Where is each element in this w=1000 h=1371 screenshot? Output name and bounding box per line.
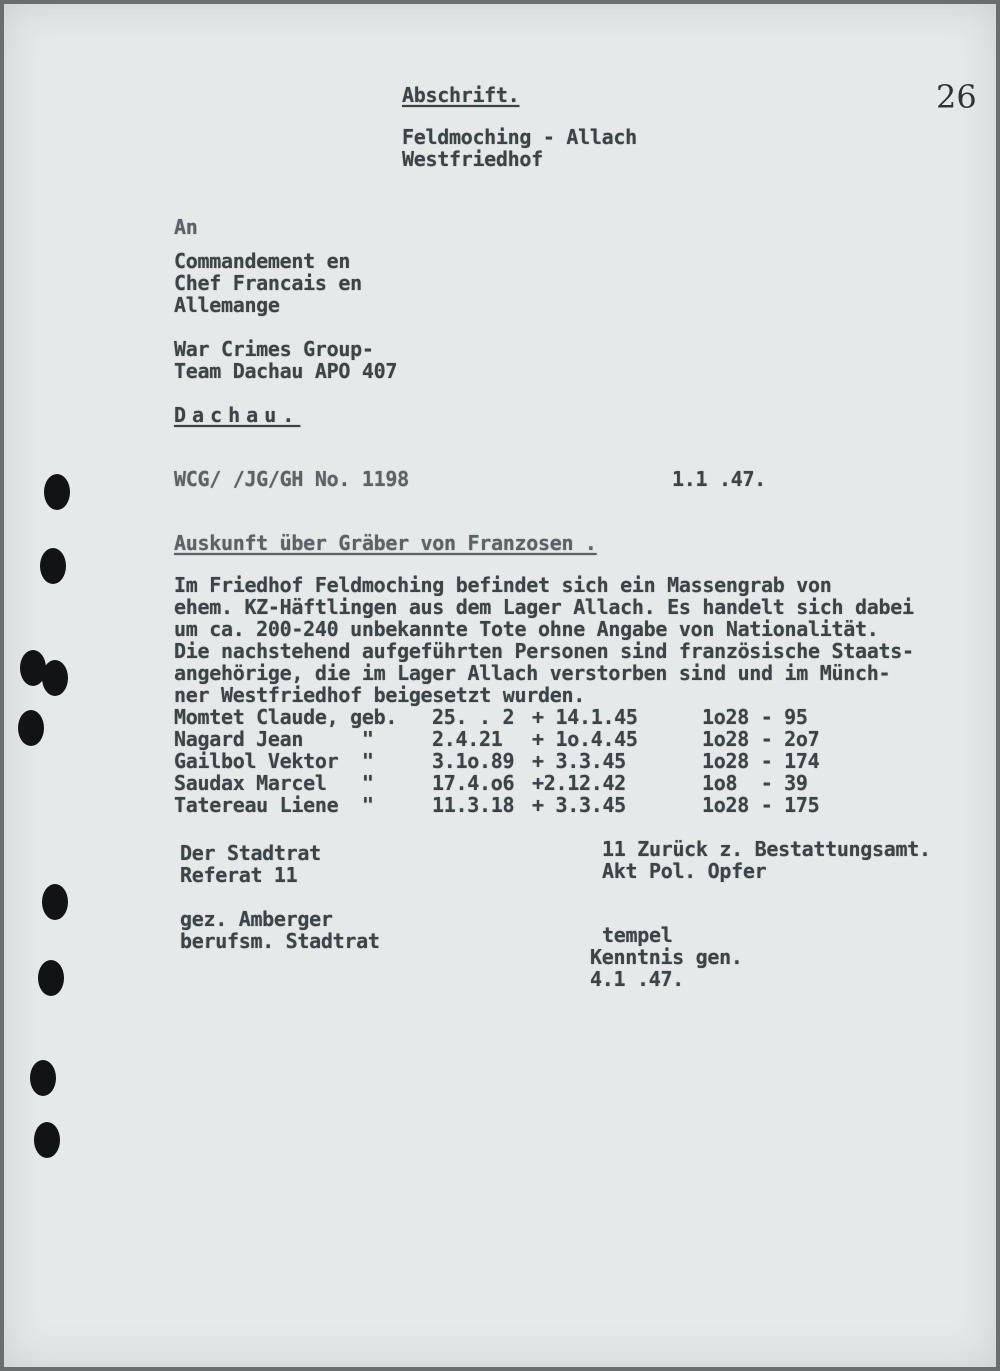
person-born: 11.3.18 (432, 793, 515, 817)
person-name: Momtet Claude, geb. (174, 705, 398, 729)
subject-line: Auskunft über Gräber von Franzosen . (174, 531, 597, 555)
person-born: 25. . 2 (432, 705, 515, 729)
signature-line-2: berufsm. Stadtrat (180, 929, 380, 953)
person-died: + 3.3.45 (532, 749, 626, 773)
body-line: angehörige, die im Lager Allach verstorben sind und im Münch- (174, 661, 891, 685)
recipient-line: Allemange (174, 293, 280, 317)
body-line: um ca. 200-240 unbekannte Tote ohne Angabe von Nationalität. (174, 617, 879, 641)
person-born: 3.1o.89 (432, 749, 515, 773)
person-died: + 14.1.45 (532, 705, 638, 729)
group-line: Team Dachau APO 407 (174, 359, 398, 383)
punch-hole (34, 1122, 60, 1158)
punch-hole (30, 1060, 56, 1096)
punch-hole (18, 710, 44, 746)
person-grave: 1o28 - 175 (702, 793, 820, 817)
location-line-2: Westfriedhof (402, 147, 543, 171)
body-line: Im Friedhof Feldmoching befindet sich ein Massengrab von (174, 573, 832, 597)
body-line: ner Westfriedhof beigesetzt wurden. (174, 683, 585, 707)
recipient-city: Dachau. (174, 403, 301, 427)
person-born: 2.4.21 (432, 727, 503, 751)
recipient-line: Chef Francais en (174, 271, 362, 295)
recipient-line: Commandement en (174, 249, 351, 273)
office-line-2: Referat 11 (180, 863, 298, 887)
page-number: 26 (936, 78, 977, 116)
person-name: Gailbol Vektor " (174, 749, 374, 773)
person-name: Tatereau Liene " (174, 793, 374, 817)
location-line-1: Feldmoching - Allach (402, 125, 637, 149)
reference-date: 1.1 .47. (672, 467, 766, 491)
person-name: Nagard Jean " (174, 727, 374, 751)
group-line: War Crimes Group- (174, 337, 374, 361)
body-line: ehem. KZ-Häftlingen aus dem Lager Allach. Es handelt sich dabei (174, 595, 914, 619)
person-grave: 1o28 - 2o7 (702, 727, 820, 751)
person-grave: 1o28 - 174 (702, 749, 820, 773)
person-grave: 1o28 - 95 (702, 705, 808, 729)
punch-hole (42, 660, 68, 696)
person-born: 17.4.o6 (432, 771, 515, 795)
note-line-1: tempel (602, 923, 673, 947)
punch-hole (44, 474, 70, 510)
person-died: + 3.3.45 (532, 793, 626, 817)
routing-line-1: 11 Zurück z. Bestattungsamt. (602, 837, 931, 861)
routing-line-2: Akt Pol. Opfer (602, 859, 767, 883)
office-line-1: Der Stadtrat (180, 841, 321, 865)
note-line-2: Kenntnis gen. (590, 945, 743, 969)
punch-hole (40, 548, 66, 584)
document-title: Abschrift. (402, 83, 520, 107)
punch-hole (38, 960, 64, 996)
person-died: +2.12.42 (532, 771, 626, 795)
punch-hole (42, 884, 68, 920)
reference-number: WCG/ /JG/GH No. 1198 (174, 467, 409, 491)
body-line: Die nachstehend aufgeführten Personen sind französische Staats- (174, 639, 914, 663)
person-died: + 1o.4.45 (532, 727, 638, 751)
note-line-3: 4.1 .47. (590, 967, 684, 991)
signature-line-1: gez. Amberger (180, 907, 333, 931)
person-grave: 1o8 - 39 (702, 771, 808, 795)
document-page (4, 4, 996, 1367)
recipient-to: An (174, 215, 198, 239)
person-name: Saudax Marcel " (174, 771, 374, 795)
